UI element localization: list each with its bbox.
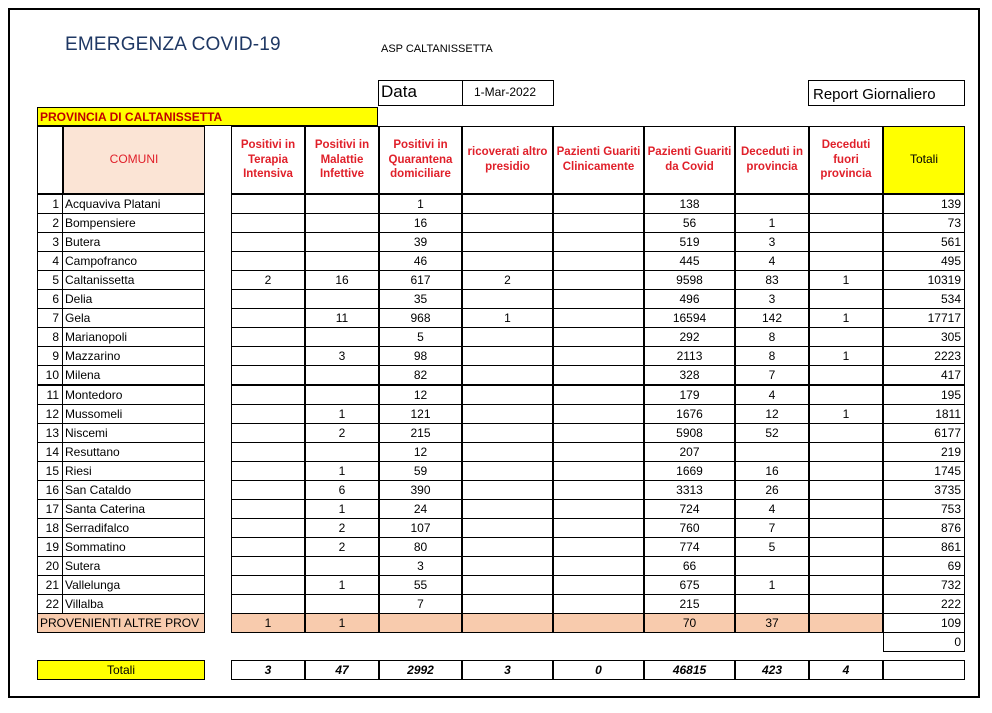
row-value-col-5	[553, 518, 644, 538]
row-value-col-8	[809, 537, 883, 557]
row-comune-name: Delia	[62, 289, 205, 309]
row-value-col-7: 4	[735, 251, 809, 271]
row-value-col-5	[553, 442, 644, 462]
row-total: 1811	[883, 404, 965, 424]
totali-value-col-6: 46815	[644, 660, 735, 680]
row-value-col-3: 12	[379, 385, 462, 405]
provenienti-value-col-2: 1	[305, 613, 379, 633]
row-value-col-7: 3	[735, 232, 809, 252]
row-value-col-2	[305, 213, 379, 233]
row-value-col-1	[231, 213, 305, 233]
row-index: 21	[37, 575, 63, 595]
row-value-col-3: 121	[379, 404, 462, 424]
row-index: 10	[37, 365, 63, 385]
row-comune-name: Sommatino	[62, 537, 205, 557]
row-value-col-4	[462, 594, 553, 614]
row-value-col-1	[231, 518, 305, 538]
row-value-col-2: 1	[305, 461, 379, 481]
row-value-col-3: 46	[379, 251, 462, 271]
row-value-col-6: 215	[644, 594, 735, 614]
row-total: 305	[883, 327, 965, 347]
row-total: 219	[883, 442, 965, 462]
date-value: 1-Mar-2022	[474, 85, 537, 99]
row-value-col-8	[809, 423, 883, 443]
provenienti-value-col-7: 37	[735, 613, 809, 633]
row-comune-name: Sutera	[62, 556, 205, 576]
row-value-col-2: 1	[305, 404, 379, 424]
row-value-col-3: 5	[379, 327, 462, 347]
row-value-col-5	[553, 289, 644, 309]
totali-value-col-5: 0	[553, 660, 644, 680]
row-value-col-2: 16	[305, 270, 379, 290]
row-value-col-2	[305, 327, 379, 347]
row-value-col-5	[553, 346, 644, 366]
totali-total	[883, 660, 965, 680]
row-value-col-6: 1669	[644, 461, 735, 481]
row-total: 732	[883, 575, 965, 595]
row-value-col-1	[231, 404, 305, 424]
row-value-col-3: 59	[379, 461, 462, 481]
row-value-col-6: 2113	[644, 346, 735, 366]
index-header	[37, 126, 63, 194]
row-value-col-7: 12	[735, 404, 809, 424]
row-value-col-3: 3	[379, 556, 462, 576]
row-total: 2223	[883, 346, 965, 366]
row-value-col-7	[735, 594, 809, 614]
row-value-col-7: 52	[735, 423, 809, 443]
row-index: 12	[37, 404, 63, 424]
row-value-col-6: 56	[644, 213, 735, 233]
row-index: 17	[37, 499, 63, 519]
row-comune-name: Serradifalco	[62, 518, 205, 538]
row-value-col-5	[553, 270, 644, 290]
row-comune-name: Montedoro	[62, 385, 205, 405]
row-value-col-7: 1	[735, 575, 809, 595]
row-value-col-2	[305, 442, 379, 462]
row-value-col-3: 82	[379, 365, 462, 385]
row-value-col-1	[231, 327, 305, 347]
row-index: 14	[37, 442, 63, 462]
provenienti-value-col-5	[553, 613, 644, 633]
row-value-col-8	[809, 499, 883, 519]
row-value-col-1	[231, 556, 305, 576]
row-value-col-4	[462, 461, 553, 481]
row-value-col-8	[809, 575, 883, 595]
row-value-col-8: 1	[809, 346, 883, 366]
row-value-col-7: 4	[735, 385, 809, 405]
row-value-col-8	[809, 194, 883, 214]
row-value-col-8: 1	[809, 270, 883, 290]
row-index: 15	[37, 461, 63, 481]
row-comune-name: Riesi	[62, 461, 205, 481]
extra-total: 0	[883, 632, 965, 652]
row-value-col-1	[231, 346, 305, 366]
row-value-col-1	[231, 480, 305, 500]
row-comune-name: Caltanissetta	[62, 270, 205, 290]
row-value-col-6: 292	[644, 327, 735, 347]
row-value-col-2	[305, 232, 379, 252]
row-value-col-3: 55	[379, 575, 462, 595]
row-total: 1745	[883, 461, 965, 481]
row-total: 495	[883, 251, 965, 271]
row-value-col-3: 35	[379, 289, 462, 309]
row-value-col-8	[809, 461, 883, 481]
header-col-8: Deceduti fuori provincia	[809, 126, 883, 194]
row-value-col-3: 7	[379, 594, 462, 614]
row-value-col-8	[809, 594, 883, 614]
row-value-col-6: 3313	[644, 480, 735, 500]
row-value-col-7: 7	[735, 365, 809, 385]
row-value-col-7: 5	[735, 537, 809, 557]
row-value-col-8	[809, 251, 883, 271]
page-title: EMERGENZA COVID-19	[65, 34, 281, 55]
row-value-col-7: 4	[735, 499, 809, 519]
row-total: 6177	[883, 423, 965, 443]
row-value-col-3: 24	[379, 499, 462, 519]
row-value-col-6: 519	[644, 232, 735, 252]
row-value-col-4: 1	[462, 308, 553, 328]
report-label: Report Giornaliero	[808, 80, 965, 106]
row-total: 561	[883, 232, 965, 252]
row-comune-name: Milena	[62, 365, 205, 385]
row-value-col-7: 8	[735, 346, 809, 366]
row-value-col-8: 1	[809, 404, 883, 424]
header-col-7: Deceduti in provincia	[735, 126, 809, 194]
row-value-col-5	[553, 308, 644, 328]
row-value-col-4: 2	[462, 270, 553, 290]
totali-value-col-7: 423	[735, 660, 809, 680]
row-value-col-8	[809, 480, 883, 500]
provenienti-value-col-3	[379, 613, 462, 633]
row-value-col-6: 138	[644, 194, 735, 214]
provenienti-label: PROVENIENTI ALTRE PROV	[37, 613, 205, 633]
row-value-col-6: 328	[644, 365, 735, 385]
row-value-col-4	[462, 385, 553, 405]
row-index: 6	[37, 289, 63, 309]
provenienti-total: 109	[883, 613, 965, 633]
row-value-col-7: 83	[735, 270, 809, 290]
row-total: 753	[883, 499, 965, 519]
row-comune-name: Santa Caterina	[62, 499, 205, 519]
row-value-col-7: 16	[735, 461, 809, 481]
row-comune-name: Bompensiere	[62, 213, 205, 233]
row-value-col-2	[305, 365, 379, 385]
row-value-col-5	[553, 594, 644, 614]
row-value-col-7: 3	[735, 289, 809, 309]
row-value-col-4	[462, 423, 553, 443]
row-value-col-4	[462, 194, 553, 214]
provenienti-value-col-6: 70	[644, 613, 735, 633]
row-index: 11	[37, 385, 63, 405]
asp-label: ASP CALTANISSETTA	[381, 43, 493, 55]
row-value-col-7	[735, 556, 809, 576]
row-value-col-1	[231, 251, 305, 271]
row-index: 19	[37, 537, 63, 557]
header-totali: Totali	[883, 126, 965, 194]
row-value-col-5	[553, 232, 644, 252]
row-value-col-1	[231, 499, 305, 519]
totali-value-col-3: 2992	[379, 660, 462, 680]
row-index: 22	[37, 594, 63, 614]
row-value-col-3: 39	[379, 232, 462, 252]
row-value-col-1	[231, 575, 305, 595]
row-value-col-1	[231, 537, 305, 557]
row-value-col-4	[462, 404, 553, 424]
row-total: 3735	[883, 480, 965, 500]
row-value-col-4	[462, 251, 553, 271]
row-index: 1	[37, 194, 63, 214]
row-value-col-8	[809, 213, 883, 233]
row-comune-name: Niscemi	[62, 423, 205, 443]
row-value-col-1	[231, 461, 305, 481]
row-index: 8	[37, 327, 63, 347]
row-value-col-3: 1	[379, 194, 462, 214]
row-value-col-8	[809, 385, 883, 405]
row-value-col-1	[231, 194, 305, 214]
row-comune-name: Villalba	[62, 594, 205, 614]
row-total: 222	[883, 594, 965, 614]
row-comune-name: Butera	[62, 232, 205, 252]
row-value-col-2: 1	[305, 499, 379, 519]
row-value-col-4	[462, 213, 553, 233]
row-comune-name: Campofranco	[62, 251, 205, 271]
row-value-col-4	[462, 480, 553, 500]
row-value-col-1	[231, 289, 305, 309]
row-total: 139	[883, 194, 965, 214]
row-value-col-7: 26	[735, 480, 809, 500]
row-value-col-7: 8	[735, 327, 809, 347]
row-comune-name: San Cataldo	[62, 480, 205, 500]
row-index: 4	[37, 251, 63, 271]
row-value-col-5	[553, 537, 644, 557]
row-value-col-4	[462, 537, 553, 557]
row-index: 7	[37, 308, 63, 328]
row-value-col-5	[553, 461, 644, 481]
row-index: 13	[37, 423, 63, 443]
row-value-col-5	[553, 423, 644, 443]
row-index: 3	[37, 232, 63, 252]
row-total: 69	[883, 556, 965, 576]
row-value-col-4	[462, 289, 553, 309]
row-comune-name: Resuttano	[62, 442, 205, 462]
header-col-5: Pazienti Guariti Clinicamente	[553, 126, 644, 194]
row-value-col-6: 724	[644, 499, 735, 519]
provenienti-value-col-8	[809, 613, 883, 633]
row-value-col-1	[231, 385, 305, 405]
row-value-col-4	[462, 232, 553, 252]
row-value-col-5	[553, 251, 644, 271]
row-value-col-5	[553, 194, 644, 214]
row-index: 9	[37, 346, 63, 366]
row-value-col-6: 5908	[644, 423, 735, 443]
row-value-col-6: 496	[644, 289, 735, 309]
row-value-col-6: 66	[644, 556, 735, 576]
row-value-col-5	[553, 480, 644, 500]
row-index: 5	[37, 270, 63, 290]
row-index: 18	[37, 518, 63, 538]
row-value-col-1	[231, 594, 305, 614]
row-value-col-7: 1	[735, 213, 809, 233]
row-value-col-8: 1	[809, 308, 883, 328]
row-total: 73	[883, 213, 965, 233]
row-value-col-2	[305, 194, 379, 214]
row-index: 20	[37, 556, 63, 576]
row-total: 17717	[883, 308, 965, 328]
row-value-col-2	[305, 594, 379, 614]
row-comune-name: Mazzarino	[62, 346, 205, 366]
row-index: 16	[37, 480, 63, 500]
row-value-col-5	[553, 404, 644, 424]
row-value-col-2: 2	[305, 423, 379, 443]
row-comune-name: Acquaviva Platani	[62, 194, 205, 214]
row-value-col-2	[305, 251, 379, 271]
row-value-col-2	[305, 385, 379, 405]
row-value-col-4	[462, 556, 553, 576]
header-col-3: Positivi in Quarantena domiciliare	[379, 126, 462, 194]
row-value-col-5	[553, 385, 644, 405]
province-label: PROVINCIA DI CALTANISSETTA	[37, 107, 378, 126]
row-value-col-1	[231, 365, 305, 385]
row-value-col-5	[553, 213, 644, 233]
row-value-col-5	[553, 575, 644, 595]
row-value-col-5	[553, 327, 644, 347]
row-value-col-2	[305, 289, 379, 309]
row-value-col-1	[231, 442, 305, 462]
row-value-col-7: 7	[735, 518, 809, 538]
header-col-1: Positivi in Terapia Intensiva	[231, 126, 305, 194]
row-value-col-3: 16	[379, 213, 462, 233]
totali-value-col-1: 3	[231, 660, 305, 680]
row-value-col-3: 215	[379, 423, 462, 443]
row-value-col-3: 107	[379, 518, 462, 538]
row-value-col-5	[553, 499, 644, 519]
provenienti-value-col-4	[462, 613, 553, 633]
row-total: 417	[883, 365, 965, 385]
row-value-col-5	[553, 556, 644, 576]
row-value-col-7	[735, 442, 809, 462]
row-value-col-2: 1	[305, 575, 379, 595]
row-value-col-6: 760	[644, 518, 735, 538]
row-value-col-2: 3	[305, 346, 379, 366]
row-value-col-6: 9598	[644, 270, 735, 290]
date-label: Data	[381, 82, 417, 101]
row-comune-name: Gela	[62, 308, 205, 328]
row-value-col-2: 6	[305, 480, 379, 500]
row-total: 195	[883, 385, 965, 405]
row-value-col-3: 968	[379, 308, 462, 328]
row-value-col-6: 675	[644, 575, 735, 595]
row-total: 534	[883, 289, 965, 309]
provenienti-value-col-1: 1	[231, 613, 305, 633]
row-value-col-4	[462, 499, 553, 519]
totali-value-col-2: 47	[305, 660, 379, 680]
row-value-col-6: 16594	[644, 308, 735, 328]
row-value-col-6: 207	[644, 442, 735, 462]
totali-value-col-8: 4	[809, 660, 883, 680]
row-value-col-8	[809, 442, 883, 462]
row-value-col-8	[809, 365, 883, 385]
row-comune-name: Mussomeli	[62, 404, 205, 424]
row-total: 861	[883, 537, 965, 557]
row-value-col-8	[809, 327, 883, 347]
row-total: 10319	[883, 270, 965, 290]
row-value-col-3: 12	[379, 442, 462, 462]
row-value-col-3: 390	[379, 480, 462, 500]
row-value-col-2	[305, 556, 379, 576]
row-comune-name: Vallelunga	[62, 575, 205, 595]
row-value-col-2: 2	[305, 537, 379, 557]
totali-label: Totali	[37, 660, 205, 680]
row-value-col-7	[735, 194, 809, 214]
row-value-col-1: 2	[231, 270, 305, 290]
row-total: 876	[883, 518, 965, 538]
row-value-col-6: 179	[644, 385, 735, 405]
header-col-4: ricoverati altro presidio	[462, 126, 553, 194]
row-value-col-4	[462, 518, 553, 538]
row-value-col-8	[809, 518, 883, 538]
row-value-col-1	[231, 423, 305, 443]
row-value-col-5	[553, 365, 644, 385]
row-value-col-3: 617	[379, 270, 462, 290]
row-value-col-6: 774	[644, 537, 735, 557]
row-value-col-3: 80	[379, 537, 462, 557]
row-value-col-2: 11	[305, 308, 379, 328]
row-value-col-1	[231, 232, 305, 252]
row-value-col-1	[231, 308, 305, 328]
row-value-col-4	[462, 327, 553, 347]
date-divider	[462, 80, 463, 106]
row-value-col-2: 2	[305, 518, 379, 538]
header-col-2: Positivi in Malattie Infettive	[305, 126, 379, 194]
row-value-col-4	[462, 575, 553, 595]
header-col-6: Pazienti Guariti da Covid	[644, 126, 735, 194]
row-value-col-6: 1676	[644, 404, 735, 424]
row-value-col-4	[462, 346, 553, 366]
header-comuni: COMUNI	[63, 126, 205, 194]
row-value-col-4	[462, 442, 553, 462]
row-index: 2	[37, 213, 63, 233]
totali-value-col-4: 3	[462, 660, 553, 680]
row-value-col-4	[462, 365, 553, 385]
row-value-col-3: 98	[379, 346, 462, 366]
row-value-col-7: 142	[735, 308, 809, 328]
row-value-col-6: 445	[644, 251, 735, 271]
row-value-col-8	[809, 232, 883, 252]
row-value-col-8	[809, 289, 883, 309]
row-value-col-8	[809, 556, 883, 576]
row-comune-name: Marianopoli	[62, 327, 205, 347]
